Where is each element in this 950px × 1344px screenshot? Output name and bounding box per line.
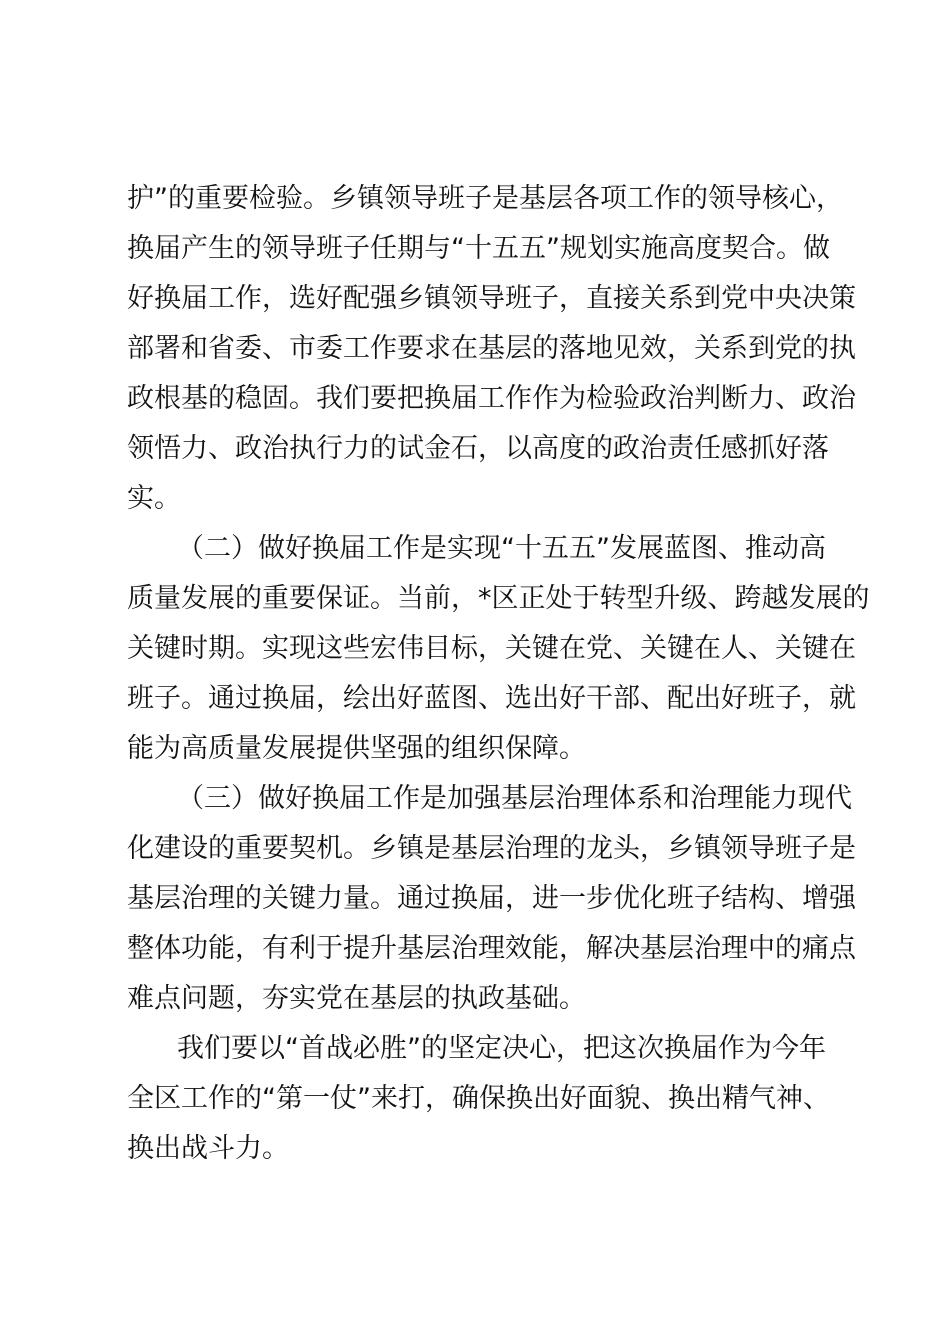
text-line: 基层治理的关键力量。通过换届，进一步优化班子结构、增强 bbox=[127, 883, 856, 914]
text-line: 班子。通过换届，绘出好蓝图、选出好干部、配出好班子，就 bbox=[127, 683, 856, 714]
section-heading-line: （三）做好换届工作是加强基层治理体系和治理能力现代 bbox=[177, 783, 852, 814]
text-line: 难点问题，夯实党在基层的执政基础。 bbox=[127, 983, 586, 1014]
text-line: 政根基的稳固。我们要把换届工作作为检验政治判断力、政治 bbox=[127, 383, 856, 414]
paragraph-continuation bbox=[127, 174, 856, 524]
text-line: 换出战斗力。 bbox=[127, 1133, 289, 1164]
text-line: 领悟力、政治执行力的试金石，以高度的政治责任感抓好落 bbox=[127, 433, 829, 464]
text-line: 好换届工作，选好配强乡镇领导班子，直接关系到党中央决策 bbox=[127, 283, 856, 314]
paragraph-section-two bbox=[127, 524, 870, 774]
text-line: 部署和省委、市委工作要求在基层的落地见效，关系到党的执 bbox=[127, 333, 856, 364]
text-line: 实。 bbox=[127, 483, 181, 514]
text-line: 化建设的重要契机。乡镇是基层治理的龙头，乡镇领导班子是 bbox=[127, 833, 856, 864]
text-line: 质量发展的重要保证。当前，*区正处于转型升级、跨越发展的 bbox=[127, 583, 870, 614]
paragraph-conclusion bbox=[127, 1024, 832, 1174]
text-line: 护”的重要检验。乡镇领导班子是基层各项工作的领导核心， bbox=[127, 183, 843, 214]
paragraph-section-three bbox=[127, 774, 856, 1024]
text-line: 关键时期。实现这些宏伟目标，关键在党、关键在人、关键在 bbox=[127, 633, 856, 664]
section-heading-line: （二）做好换届工作是实现“十五五”发展蓝图、推动高 bbox=[177, 533, 826, 564]
text-line: 换届产生的领导班子任期与“十五五”规划实施高度契合。做 bbox=[127, 233, 830, 264]
document-body bbox=[127, 174, 870, 1174]
text-line: 能为高质量发展提供坚强的组织保障。 bbox=[127, 733, 586, 764]
text-line: 全区工作的“第一仗”来打，确保换出好面貌、换出精气神、 bbox=[127, 1083, 830, 1114]
text-line: 整体功能，有利于提升基层治理效能，解决基层治理中的痛点 bbox=[127, 933, 856, 964]
text-line: 我们要以“首战必胜”的坚定决心，把这次换届作为今年 bbox=[177, 1033, 826, 1064]
